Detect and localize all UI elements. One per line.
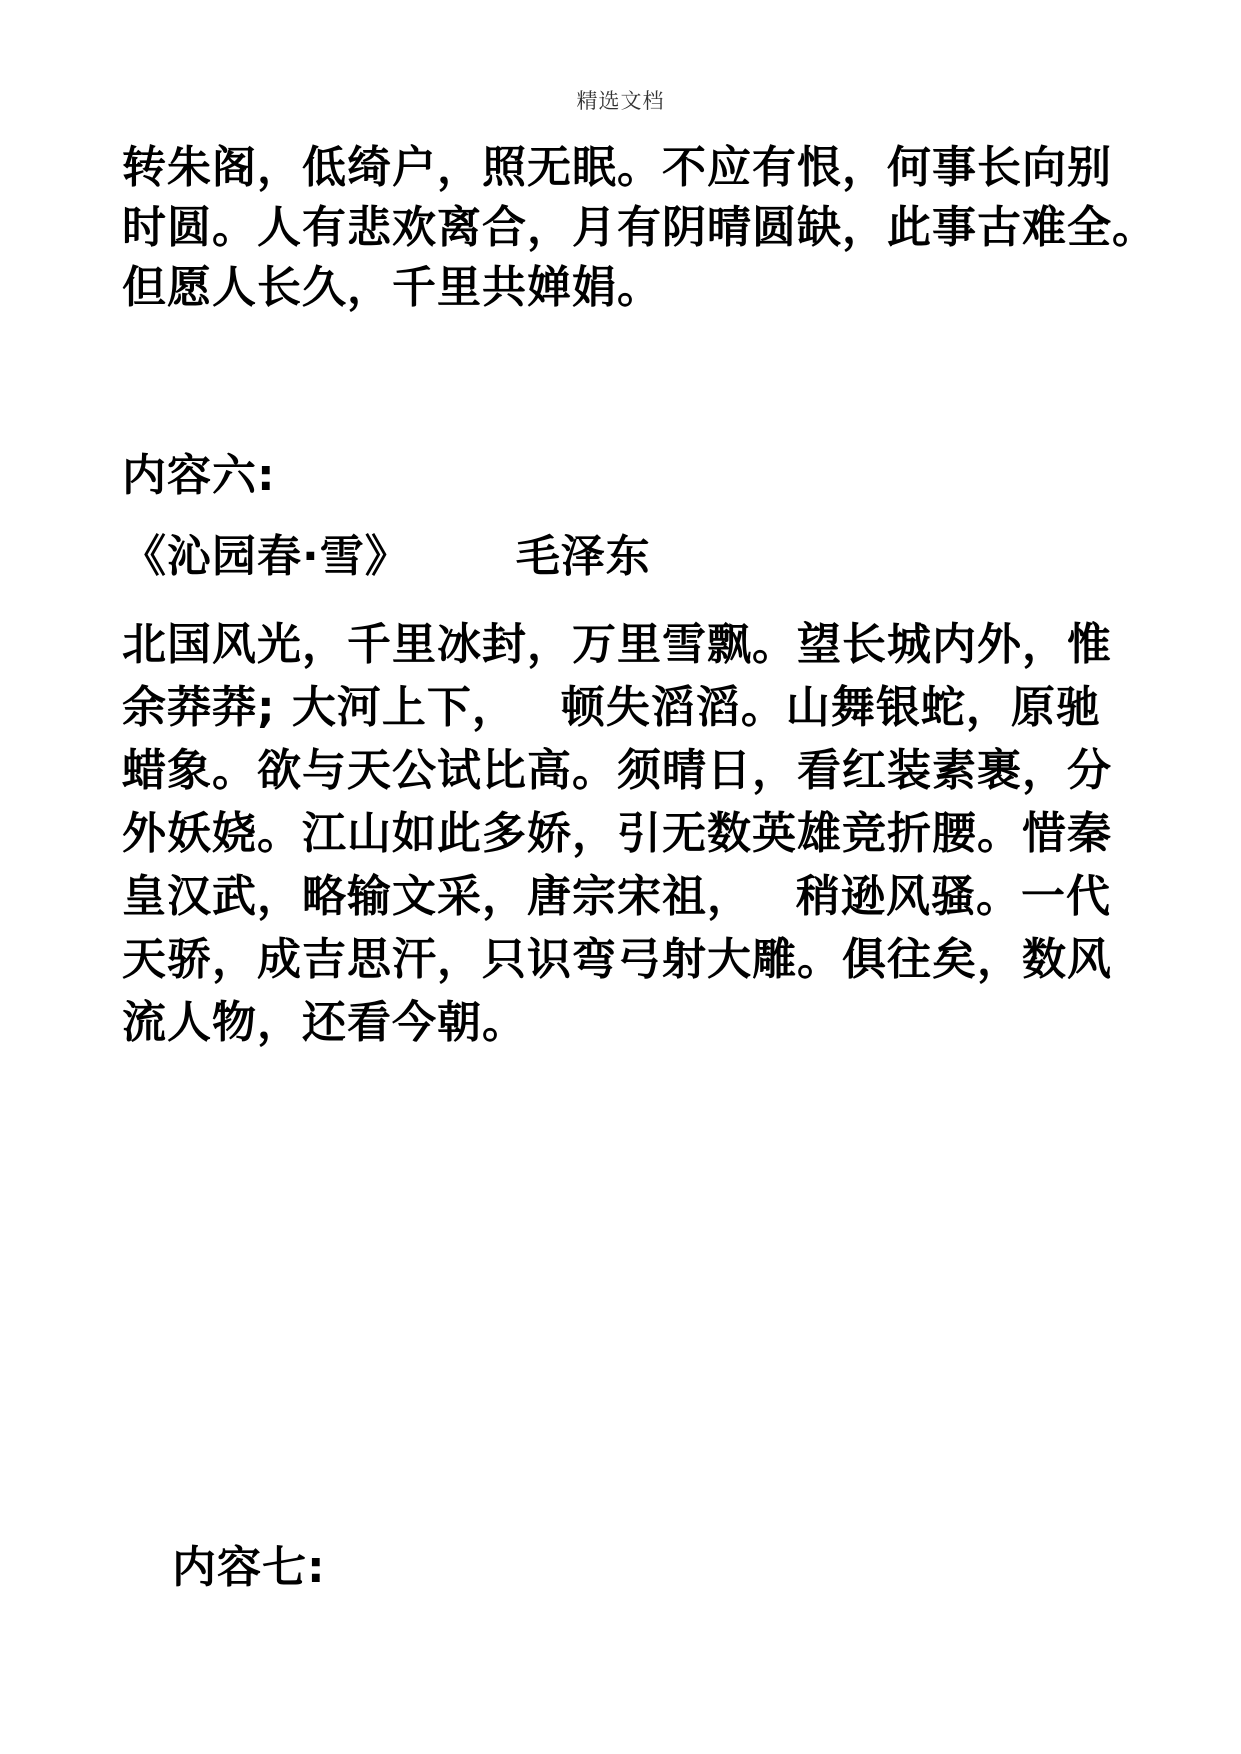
poem-title: 《沁园春·雪》	[122, 531, 410, 582]
section6-heading: 内容六:	[122, 450, 276, 501]
poem-title-row	[122, 529, 651, 585]
intro-line-1: 转朱阁，低绮户，照无眠。不应有恨，何事长向别	[122, 142, 1112, 193]
intro-line-3: 但愿人长久，千里共婵娟。	[122, 262, 662, 313]
poem-author: 毛泽东	[515, 531, 651, 582]
poem-line-2	[122, 680, 1101, 736]
section7-heading: 内容七:	[172, 1542, 326, 1593]
poem-line-5-part-2: 稍逊风骚。一代	[796, 871, 1111, 922]
poem-line-3: 蜡象。欲与天公试比高。须晴日，看红装素裹，分	[122, 745, 1112, 796]
poem-line-5-part-1: 皇汉武，略输文采，唐宗宋祖，	[122, 871, 752, 922]
intro-line-2: 时圆。人有悲欢离合，月有阴晴圆缺，此事古难全。	[122, 202, 1157, 253]
poem-line-6: 天骄，成吉思汗，只识弯弓射大雕。俱往矣，数风	[122, 934, 1112, 985]
poem-line-2-part-1: 余莽莽; 大河上下，	[122, 682, 517, 733]
poem-line-5	[122, 869, 1111, 925]
poem-line-1: 北国风光，千里冰封，万里雪飘。望长城内外，惟	[122, 619, 1112, 670]
poem-line-4: 外妖娆。江山如此多娇，引无数英雄竞折腰。惜秦	[122, 808, 1112, 859]
poem-line-2-part-2: 顿失滔滔。山舞银蛇，原驰	[560, 682, 1101, 733]
page-header: 精选文档	[576, 89, 665, 113]
poem-line-7: 流人物，还看今朝。	[122, 997, 527, 1048]
